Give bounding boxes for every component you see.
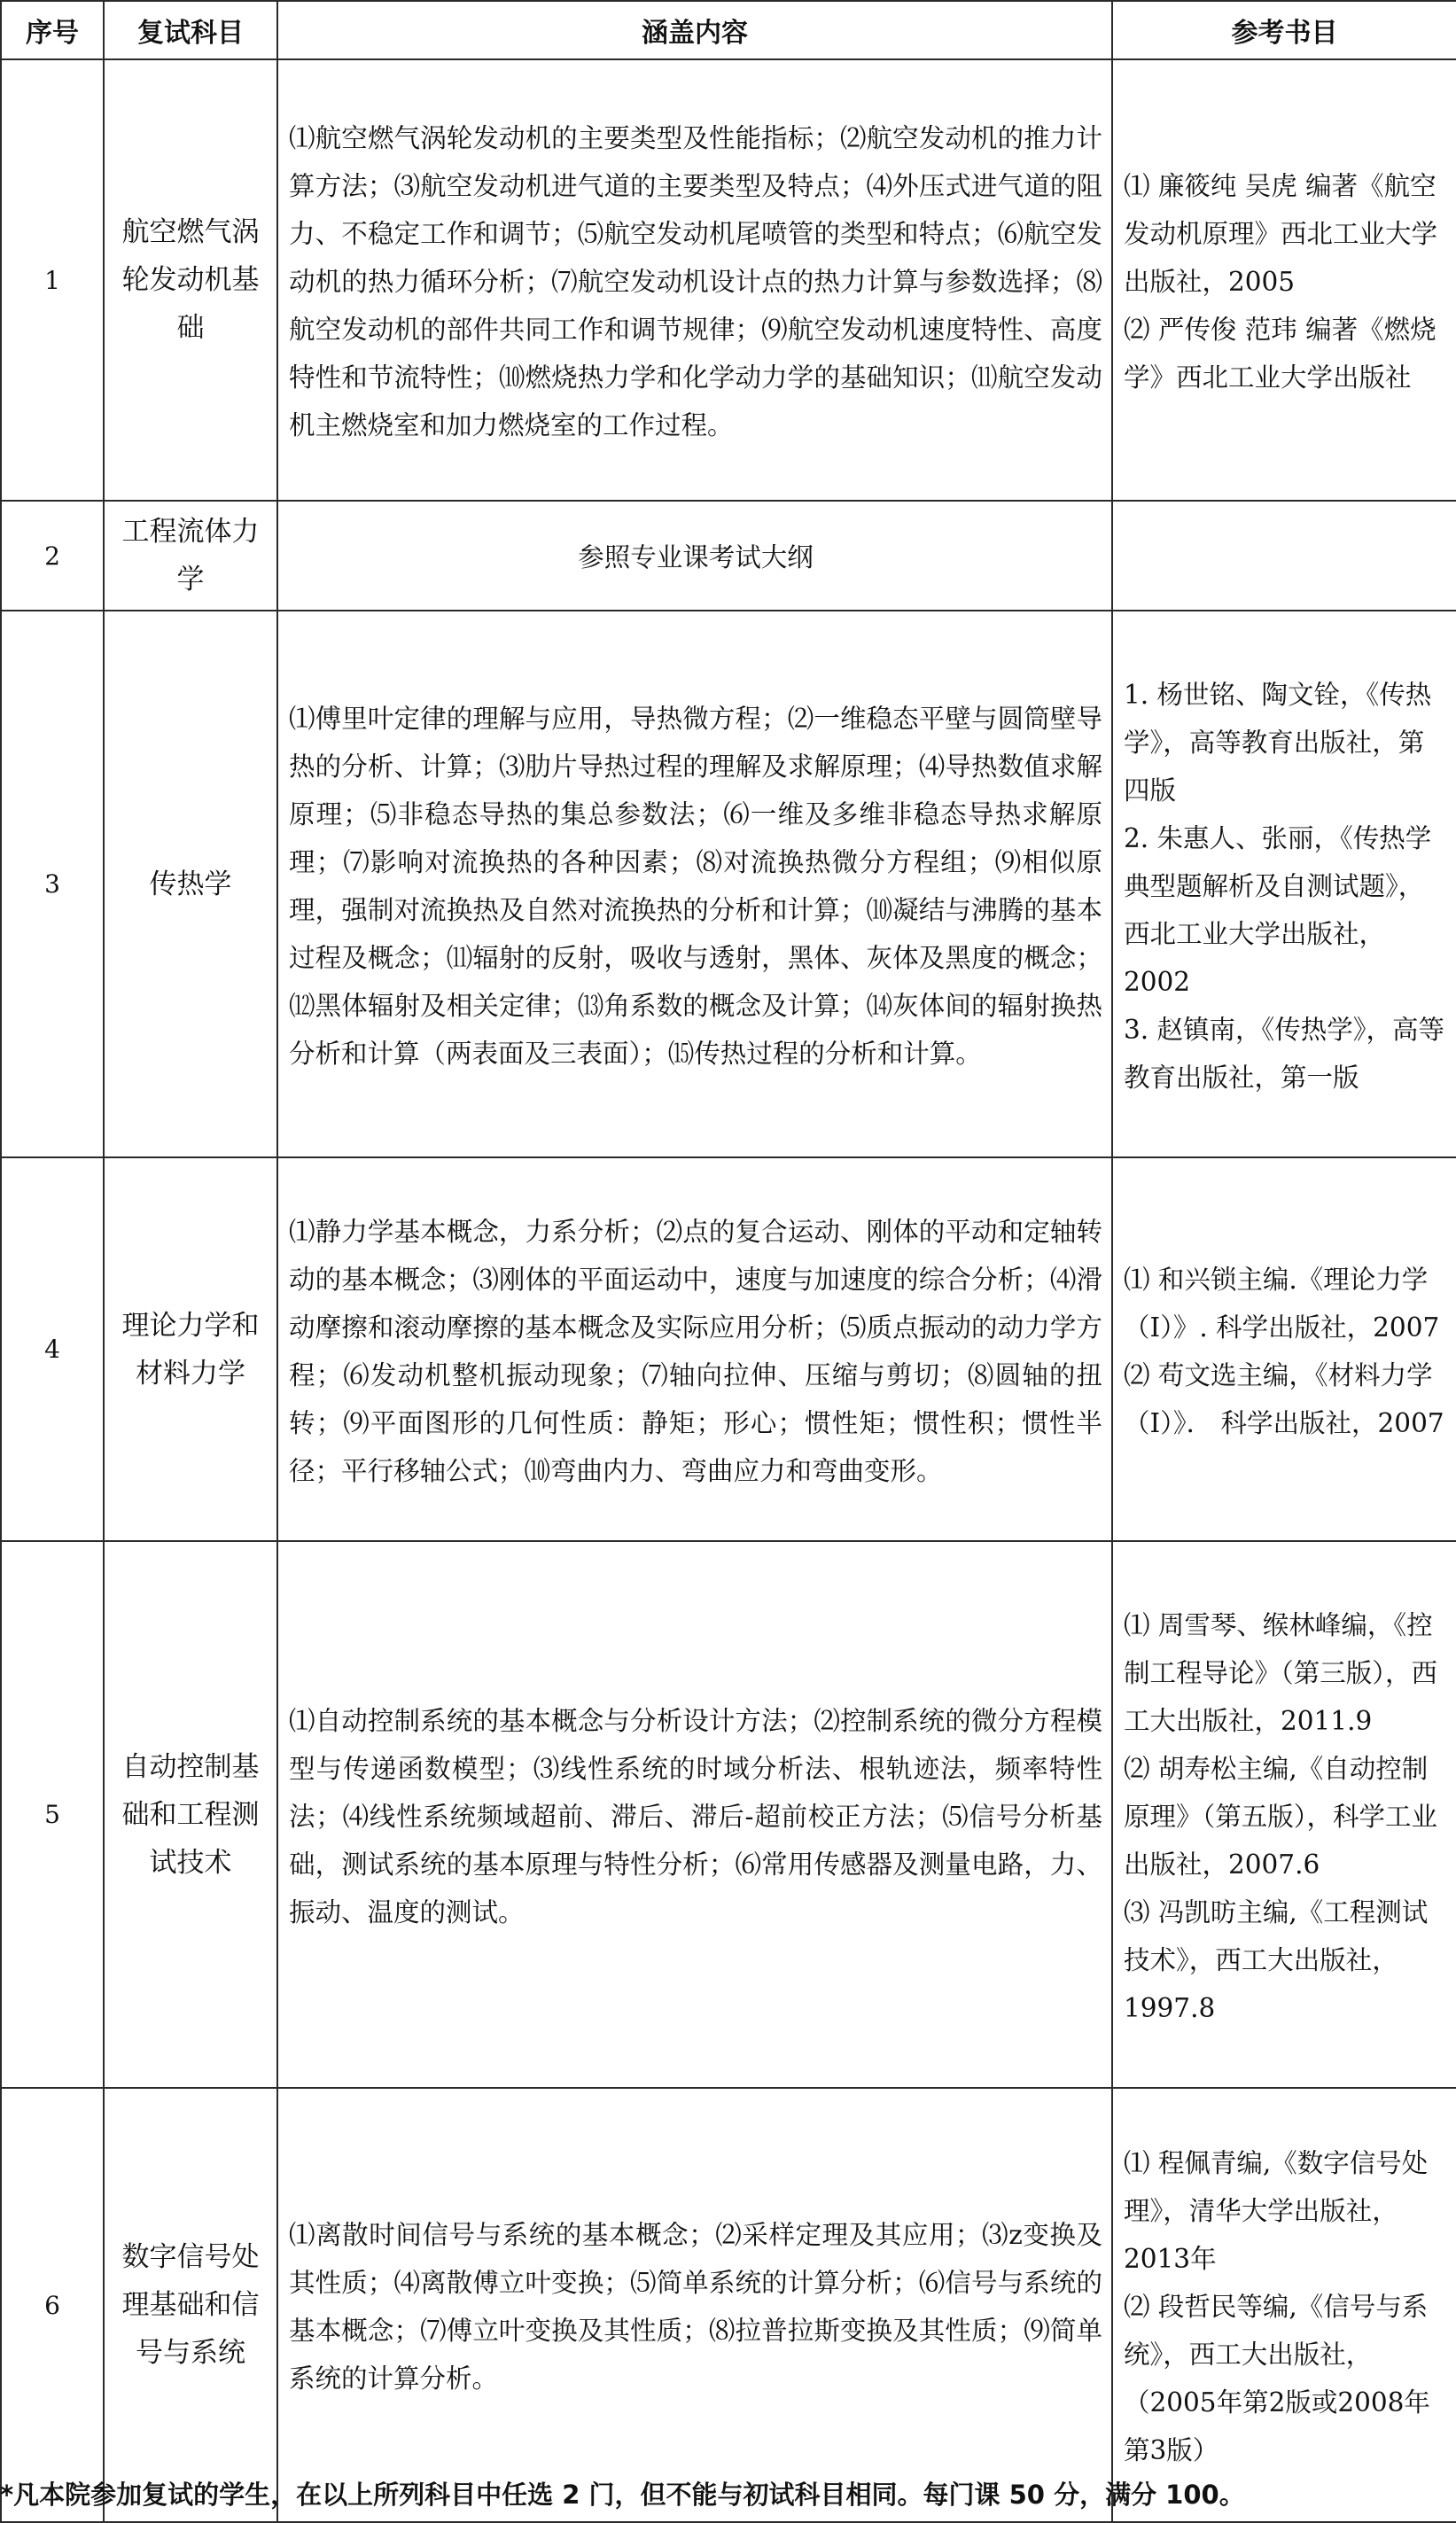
content-description: 参照专业课考试大纲	[277, 501, 1112, 611]
reference-books	[1112, 1157, 1456, 1541]
book-entry: ⑵ 胡寿松主编,《自动控制原理》（第五版），科学工业出版社，2007.6	[1124, 1753, 1438, 1880]
book-entry: ⑴ 程佩青编,《数字信号处理》，清华大学出版社，2013年	[1124, 2148, 1429, 2274]
book-entry: 2. 朱惠人、张丽，《传热学典型题解析及自测试题》，西北工业大学出版社，2002	[1124, 822, 1432, 997]
book-entry: ⑴ 廉筱纯 吴虎 编著《航空发动机原理》西北工业大学出版社，2005	[1124, 171, 1438, 297]
book-entry: ⑴ 周雪琴、缑林峰编，《控制工程导论》（第三版），西工大出版社，2011.9	[1124, 1609, 1438, 1736]
subject-name: 工程流体力学	[104, 501, 277, 611]
book-entry: ⑵ 严传俊 范玮 编著《燃烧学》西北工业大学出版社	[1124, 315, 1437, 393]
reference-books	[1112, 501, 1456, 611]
content-description: ⑴傅里叶定律的理解与应用，导热微方程；⑵一维稳态平壁与圆筒壁导热的分析、计算；⑶肋片导热过程的理解及求解原理；⑷导热数值求解原理；⑸非稳态导热的集总参数法；⑹一维及多维非稳态导热求解原理；⑺影响对流换热的各种因素；⑻对流换热微分方程组；⑼相似原理，强制对流换热及自然对流换热的分析和计算；⑽凝结与沸腾的基本过程及概念；⑾辐射的反射，吸收与透射，黑体、灰体及黑度的概念；⑿黑体辐射及相关定律；⒀角系数的概念及计算；⒁灰体间的辐射换热分析和计算（两表面及三表面）；⒂传热过程的分析和计算。	[277, 611, 1112, 1157]
table-row	[1, 501, 1456, 611]
table-row	[1, 2088, 1456, 2522]
content-description: ⑴航空燃气涡轮发动机的主要类型及性能指标；⑵航空发动机的推力计算方法；⑶航空发动机进气道的主要类型及特点；⑷外压式进气道的阻力、不稳定工作和调节；⑸航空发动机尾喷管的类型和特点；⑹航空发动机的热力循环分析；⑺航空发动机设计点的热力计算与参数选择；⑻航空发动机的部件共同工作和调节规律；⑼航空发动机速度特性、高度特性和节流特性；⑽燃烧热力学和化学动力学的基础知识；⑾航空发动机主燃烧室和加力燃烧室的工作过程。	[277, 59, 1112, 501]
book-entry: 1. 杨世铭、陶文铨，《传热学》，高等教育出版社，第四版	[1124, 679, 1432, 806]
subject-name: 传热学	[104, 611, 277, 1157]
book-entry: ⑵ 段哲民等编,《信号与系统》，西工大出版社，（2005年第2版或2008年第3版）	[1124, 2292, 1430, 2465]
book-entry: ⑴ 和兴锁主编.《理论力学（Ⅰ）》. 科学出版社，2007	[1124, 1264, 1440, 1343]
footer-note: *凡本院参加复试的学生，在以上所列科目中任选 2 门，但不能与初试科目相同。每门课 50 分，满分 100。	[0, 2480, 1245, 2510]
book-entry: 3. 赵镇南，《传热学》，高等教育出版社，第一版	[1124, 1014, 1445, 1093]
table-row	[1, 1157, 1456, 1541]
subject-name: 理论力学和材料力学	[104, 1157, 277, 1541]
reference-books	[1112, 611, 1456, 1157]
header-subject: 复试科目	[104, 1, 277, 59]
subject-name: 数字信号处理基础和信号与系统	[104, 2088, 277, 2522]
book-entry: ⑶ 冯凯昉主编,《工程测试技术》，西工大出版社，1997.8	[1124, 1896, 1429, 2023]
header-row	[1, 1, 1456, 59]
row-number: 5	[1, 1541, 104, 2088]
subject-name: 自动控制基础和工程测试技术	[104, 1541, 277, 2088]
row-number: 3	[1, 611, 104, 1157]
row-number: 4	[1, 1157, 104, 1541]
reference-books	[1112, 59, 1456, 501]
reference-books	[1112, 1541, 1456, 2088]
book-entry: ⑵ 苟文选主编，《材料力学（Ⅰ）》． 科学出版社，2007	[1124, 1359, 1444, 1438]
subject-name: 航空燃气涡轮发动机基础	[104, 59, 277, 501]
content-description: ⑴自动控制系统的基本概念与分析设计方法；⑵控制系统的微分方程模型与传递函数模型；⑶线性系统的时域分析法、根轨迹法，频率特性法；⑷线性系统频域超前、滞后、滞后-超前校正方法；⑸信号分析基础，测试系统的基本原理与特性分析；⑹常用传感器及测量电路，力、振动、温度的测试。	[277, 1541, 1112, 2088]
content-description: ⑴静力学基本概念，力系分析；⑵点的复合运动、刚体的平动和定轴转动的基本概念；⑶刚体的平面运动中，速度与加速度的综合分析；⑷滑动摩擦和滚动摩擦的基本概念及实际应用分析；⑸质点振动的动力学方程；⑹发动机整机振动现象；⑺轴向拉伸、压缩与剪切；⑻圆轴的扭转；⑼平面图形的几何性质：静矩；形心；惯性矩；惯性积；惯性半径；平行移轴公式；⑽弯曲内力、弯曲应力和弯曲变形。	[277, 1157, 1112, 1541]
table-row	[1, 1541, 1456, 2088]
row-number: 1	[1, 59, 104, 501]
row-number: 2	[1, 501, 104, 611]
table-row	[1, 59, 1456, 501]
table-row	[1, 611, 1456, 1157]
row-number: 6	[1, 2088, 104, 2522]
content-description: ⑴离散时间信号与系统的基本概念；⑵采样定理及其应用；⑶z变换及其性质；⑷离散傅立叶变换；⑸简单系统的计算分析；⑹信号与系统的基本概念；⑺傅立叶变换及其性质；⑻拉普拉斯变换及其性质；⑼简单系统的计算分析。	[277, 2088, 1112, 2522]
reference-books	[1112, 2088, 1456, 2522]
header-content: 涵盖内容	[277, 1, 1112, 59]
header-books: 参考书目	[1112, 1, 1456, 59]
header-no: 序号	[1, 1, 104, 59]
